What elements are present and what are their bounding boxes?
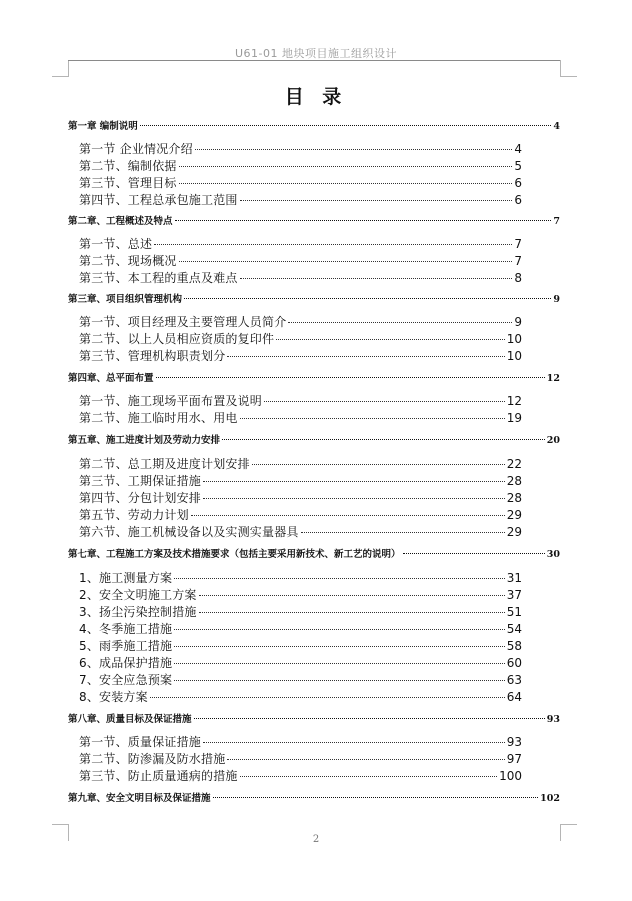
dot-leader xyxy=(240,278,513,279)
toc-entry-label: 1、施工测量方案 xyxy=(79,571,173,585)
dot-leader xyxy=(301,532,505,533)
toc-entry-page-number: 7 xyxy=(514,254,522,268)
toc-entry-page-number: 5 xyxy=(514,159,522,173)
toc-section-entry[interactable] xyxy=(68,252,560,269)
toc-section-entry[interactable] xyxy=(68,671,560,688)
toc-entry-label: 第五节、劳动力计划 xyxy=(79,508,189,522)
toc-entry-label: 第七章、工程施工方案及技术措施要求（包括主要采用新技术、新工艺的说明） xyxy=(68,549,401,560)
toc-entry-page-number: 9 xyxy=(514,315,522,329)
toc-entry-page-number: 37 xyxy=(506,588,522,602)
header-rule xyxy=(68,60,560,61)
dot-leader xyxy=(252,464,505,465)
toc-section-entry[interactable] xyxy=(68,688,560,705)
dot-leader xyxy=(174,646,504,647)
toc-entry-label: 5、雨季施工措施 xyxy=(79,639,173,653)
toc-entry-page-number: 51 xyxy=(506,605,522,619)
toc-entry-page-number: 8 xyxy=(514,271,522,285)
toc-entry-label: 第三节、管理目标 xyxy=(79,176,177,190)
dot-leader xyxy=(199,595,505,596)
toc-entry-label: 3、扬尘污染控制措施 xyxy=(79,605,197,619)
dot-leader xyxy=(174,629,504,630)
dot-leader xyxy=(175,220,552,221)
dot-leader xyxy=(240,200,513,201)
toc-entry-label: 2、安全文明施工方案 xyxy=(79,588,197,602)
dot-leader xyxy=(227,356,504,357)
dot-leader xyxy=(179,183,513,184)
toc-entry-page-number: 28 xyxy=(506,491,522,505)
dot-leader xyxy=(288,322,512,323)
toc-section-entry[interactable] xyxy=(68,157,560,174)
toc-section-entry[interactable] xyxy=(68,654,560,671)
dot-leader xyxy=(199,612,505,613)
toc-entry-page-number: 93 xyxy=(546,714,560,725)
toc-entry-page-number: 93 xyxy=(506,735,522,749)
toc-section-entry[interactable] xyxy=(68,750,560,767)
toc-section-entry[interactable] xyxy=(68,620,560,637)
toc-entry-page-number: 10 xyxy=(506,332,522,346)
toc-entry-page-number: 9 xyxy=(553,294,560,305)
toc-section-entry[interactable] xyxy=(68,489,560,506)
page-number: 2 xyxy=(312,834,320,845)
toc-entry-page-number: 22 xyxy=(506,457,522,471)
toc-entry-page-number: 7 xyxy=(553,216,560,227)
crop-mark xyxy=(560,824,577,825)
dot-leader xyxy=(222,439,545,440)
toc-entry-label: 第二节、施工临时用水、用电 xyxy=(79,411,238,425)
toc-chapter-entry[interactable] xyxy=(68,213,560,227)
toc-section-entry[interactable] xyxy=(68,330,560,347)
toc-entry-page-number: 100 xyxy=(499,769,522,783)
toc-section-entry[interactable] xyxy=(68,733,560,750)
toc-entry-label: 第八章、质量目标及保证措施 xyxy=(68,714,192,725)
crop-mark xyxy=(560,76,577,77)
toc-entry-page-number: 4 xyxy=(514,142,522,156)
dot-leader xyxy=(240,418,505,419)
dot-leader xyxy=(276,339,505,340)
toc-entry-label: 第三节、防止质量通病的措施 xyxy=(79,769,238,783)
toc-entry-label: 第二节、编制依据 xyxy=(79,159,177,173)
toc-section-entry[interactable] xyxy=(68,637,560,654)
toc-section-entry[interactable] xyxy=(68,174,560,191)
toc-entry-label: 第一节 企业情况介绍 xyxy=(79,142,193,156)
toc-entry-label: 6、成品保护措施 xyxy=(79,656,173,670)
toc-section-entry[interactable] xyxy=(68,347,560,364)
toc-entry-label: 第二节、现场概况 xyxy=(79,254,177,268)
toc-entry-page-number: 6 xyxy=(514,176,522,190)
dot-leader xyxy=(213,797,539,798)
dot-leader xyxy=(195,149,513,150)
toc-entry-label: 第四节、工程总承包施工范围 xyxy=(79,193,238,207)
toc-section-entry[interactable] xyxy=(68,313,560,330)
toc-entry-page-number: 97 xyxy=(506,752,522,766)
toc-entry-page-number: 102 xyxy=(540,793,560,804)
toc-entry-label: 4、冬季施工措施 xyxy=(79,622,173,636)
toc-entry-page-number: 63 xyxy=(506,673,522,687)
toc-entry-page-number: 12 xyxy=(546,373,560,384)
toc-entry-page-number: 20 xyxy=(546,435,560,446)
toc-entry-label: 第九章、安全文明目标及保证措施 xyxy=(68,793,211,804)
toc-entry-label: 第五章、施工进度计划及劳动力安排 xyxy=(68,435,221,446)
toc-chapter-entry[interactable] xyxy=(68,118,560,132)
dot-leader xyxy=(179,261,513,262)
dot-leader xyxy=(191,515,505,516)
toc-entry-page-number: 30 xyxy=(546,549,560,560)
toc-entry-page-number: 6 xyxy=(514,193,522,207)
toc-entry-label: 第一节、质量保证措施 xyxy=(79,735,202,749)
dot-leader xyxy=(203,742,505,743)
dot-leader xyxy=(203,481,505,482)
toc-entry-page-number: 7 xyxy=(514,237,522,251)
toc-entry-page-number: 29 xyxy=(506,525,522,539)
toc-entry-label: 第二节、防渗漏及防水措施 xyxy=(79,752,226,766)
toc-section-entry[interactable] xyxy=(68,455,560,472)
toc-section-entry[interactable] xyxy=(68,472,560,489)
toc-entry-label: 第三节、工期保证措施 xyxy=(79,474,202,488)
toc-entry-label: 第三节、管理机构职责划分 xyxy=(79,349,226,363)
dot-leader xyxy=(179,166,513,167)
toc-entry-page-number: 29 xyxy=(506,508,522,522)
dot-leader xyxy=(154,244,512,245)
toc-section-entry[interactable] xyxy=(68,767,560,784)
toc-entry-label: 第一章 编制说明 xyxy=(68,121,138,132)
toc-entry-page-number: 19 xyxy=(506,411,522,425)
toc-entry-label: 8、安装方案 xyxy=(79,690,148,704)
toc-chapter-entry[interactable] xyxy=(68,291,560,305)
toc-section-entry[interactable] xyxy=(68,603,560,620)
toc-entry-label: 第四节、分包计划安排 xyxy=(79,491,202,505)
toc-entry-label: 第二章、工程概述及特点 xyxy=(68,216,173,227)
toc-entry-page-number: 54 xyxy=(506,622,522,636)
toc-chapter-entry[interactable] xyxy=(68,546,560,560)
toc-section-entry[interactable] xyxy=(68,269,560,286)
toc-section-entry[interactable] xyxy=(68,235,560,252)
toc-entry-page-number: 58 xyxy=(506,639,522,653)
toc-section-entry[interactable] xyxy=(68,586,560,603)
toc-entry-page-number: 12 xyxy=(506,394,522,408)
toc-entry-page-number: 4 xyxy=(553,121,560,132)
crop-mark xyxy=(560,60,561,77)
toc-entry-label: 第三章、项目组织管理机构 xyxy=(68,294,183,305)
toc-entry-page-number: 10 xyxy=(506,349,522,363)
dot-leader xyxy=(150,697,505,698)
toc-entry-label: 7、安全应急预案 xyxy=(79,673,173,687)
toc-chapter-entry[interactable] xyxy=(68,432,560,446)
toc-entry-label: 第二节、总工期及进度计划安排 xyxy=(79,457,250,471)
toc-entry-label: 第六节、施工机械设备以及实测实量器具 xyxy=(79,525,299,539)
running-header: U61-01 地块项目施工组织设计 xyxy=(234,47,397,60)
toc-entry-label: 第二节、以上人员相应资质的复印件 xyxy=(79,332,275,346)
dot-leader xyxy=(403,553,545,554)
toc-chapter-entry[interactable] xyxy=(68,711,560,725)
toc-section-entry[interactable] xyxy=(68,506,560,523)
toc-section-entry[interactable] xyxy=(68,191,560,208)
toc-chapter-entry[interactable] xyxy=(68,790,560,804)
dot-leader xyxy=(140,125,552,126)
dot-leader xyxy=(184,298,551,299)
toc-section-entry[interactable] xyxy=(68,140,560,157)
toc-entry-page-number: 28 xyxy=(506,474,522,488)
toc-entry-label: 第一节、总述 xyxy=(79,237,153,251)
toc-entry-page-number: 31 xyxy=(506,571,522,585)
toc-section-entry[interactable] xyxy=(68,523,560,540)
toc-entry-label: 第一节、项目经理及主要管理人员简介 xyxy=(79,315,287,329)
page-title: 目 录 xyxy=(284,86,348,108)
dot-leader xyxy=(264,401,505,402)
toc-chapter-entry[interactable] xyxy=(68,370,560,384)
crop-mark xyxy=(52,824,69,825)
toc-entry-label: 第三节、本工程的重点及难点 xyxy=(79,271,238,285)
toc-section-entry[interactable] xyxy=(68,569,560,586)
dot-leader xyxy=(156,377,545,378)
dot-leader xyxy=(194,718,545,719)
toc-entry-page-number: 64 xyxy=(506,690,522,704)
dot-leader xyxy=(174,680,504,681)
dot-leader xyxy=(174,663,504,664)
toc-section-entry[interactable] xyxy=(68,409,560,426)
dot-leader xyxy=(203,498,505,499)
crop-mark xyxy=(52,76,69,77)
dot-leader xyxy=(227,759,504,760)
crop-mark xyxy=(68,60,69,77)
dot-leader xyxy=(174,578,504,579)
toc-entry-label: 第一节、施工现场平面布置及说明 xyxy=(79,394,263,408)
dot-leader xyxy=(240,776,497,777)
toc-entry-label: 第四章、总平面布置 xyxy=(68,373,154,384)
toc-entry-page-number: 60 xyxy=(506,656,522,670)
toc-section-entry[interactable] xyxy=(68,392,560,409)
